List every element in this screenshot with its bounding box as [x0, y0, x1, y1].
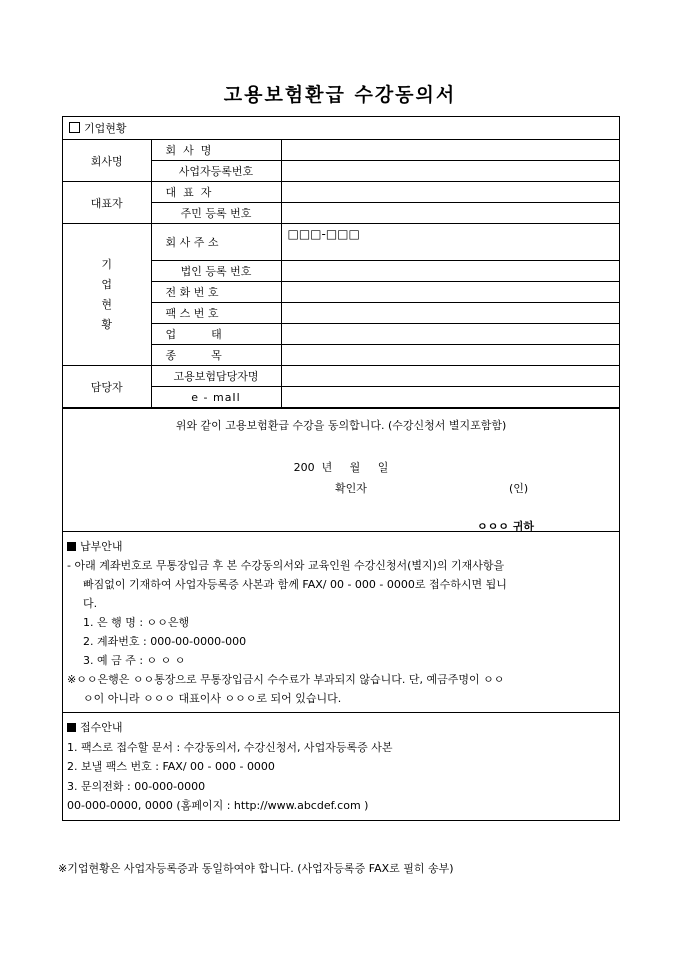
reception-item-1: 1. 팩스로 접수할 문서 : 수강동의서, 수강신청서, 사업자등록증 사본 [67, 740, 393, 754]
company-name-group-label: 회사명 [63, 140, 151, 182]
checkbox-icon [69, 122, 80, 133]
email-label: e - maIl [151, 387, 281, 408]
phone-label: 전 화 번 호 [151, 282, 281, 303]
fax-label: 팩 스 번 호 [151, 303, 281, 324]
company-status-group-label: 기 업 현 황 [63, 224, 151, 366]
payment-note-1: ※ㅇㅇ은행은 ㅇㅇ통장으로 무통장입금시 수수료가 부과되지 않습니다. 단, 예금주명이 ㅇㅇ [67, 673, 505, 686]
business-item-field[interactable] [281, 345, 619, 366]
company-section-label: 기업현황 [84, 122, 127, 135]
contact-group-label: 담당자 [63, 366, 151, 408]
seal-mark: (인) [509, 482, 529, 495]
address-label: 회 사 주 소 [151, 224, 281, 261]
contact-name-label: 고용보험담당자명 [151, 366, 281, 387]
representative-field[interactable] [281, 182, 619, 203]
reception-header-label: 접수안내 [80, 721, 123, 734]
footnote: ※기업현황은 사업자등록증과 동일하여야 합니다. (사업자등록증 FAX로 필히 송부) [58, 862, 454, 875]
account-number: 2. 계좌번호 : 000-00-0000-000 [83, 635, 247, 648]
company-section-header [63, 117, 619, 140]
business-type-field[interactable] [281, 324, 619, 345]
address-field[interactable]: □□□-□□□ [281, 224, 619, 261]
payment-note-2: ㅇ이 아니라 ㅇㅇㅇ 대표이사 ㅇㅇㅇ로 되어 있습니다. [83, 692, 342, 705]
corp-reg-no-label: 법인 등록 번호 [151, 261, 281, 282]
phone-field[interactable] [281, 282, 619, 303]
representative-group-label: 대표자 [63, 182, 151, 224]
payment-line-1: - 아래 계좌번호로 무통장입금 후 본 수강동의서와 교육인원 수강신청서(별지)의 기재사항을 [67, 559, 505, 572]
corp-reg-no-field[interactable] [281, 261, 619, 282]
filled-square-icon [67, 542, 76, 551]
payment-line-2: 빠짐없이 기재하여 사업자등록증 사본과 함께 FAX/ 00 - 000 - 0000로 접수하시면 됩니 [83, 578, 507, 591]
consent-form [62, 116, 620, 821]
payment-header-label: 납부안내 [80, 540, 123, 553]
payment-header [67, 537, 613, 556]
bank-name: 1. 은 행 명 : ㅇㅇ은행 [83, 616, 190, 629]
payment-section [63, 531, 619, 712]
confirmer-label: 확인자 [335, 482, 367, 495]
filled-square-icon [67, 723, 76, 732]
business-reg-no-field[interactable] [281, 161, 619, 182]
page-title: 고용보험환급 수강동의서 [223, 84, 457, 106]
company-table [63, 117, 619, 408]
resident-reg-no-field[interactable] [281, 203, 619, 224]
business-item-label: 종 목 [151, 345, 281, 366]
company-name-label: 회 사 명 [151, 140, 281, 161]
email-field[interactable] [281, 387, 619, 408]
company-name-field[interactable] [281, 140, 619, 161]
fax-field[interactable] [281, 303, 619, 324]
reception-item-3: 3. 문의전화 : 00-000-0000 [67, 779, 206, 793]
consent-statement: 위와 같이 고용보험환급 수강을 동의합니다. (수강신청서 별지포함함) [175, 419, 507, 432]
business-reg-no-label: 사업자등록번호 [151, 161, 281, 182]
account-holder: 3. 예 금 주 : ㅇ ㅇ ㅇ [83, 654, 186, 667]
contact-name-field[interactable] [281, 366, 619, 387]
reception-header [67, 718, 613, 738]
business-type-label: 업 태 [151, 324, 281, 345]
reception-item-2: 2. 보낼 팩스 번호 : FAX/ 00 - 000 - 0000 [67, 760, 275, 773]
consent-section [63, 408, 619, 531]
reception-section [63, 712, 619, 820]
consent-date[interactable]: 200 년 월 일 [293, 461, 389, 474]
payment-line-3: 다. [83, 597, 98, 610]
representative-label: 대 표 자 [151, 182, 281, 203]
resident-reg-no-label: 주민 등록 번호 [151, 203, 281, 224]
addressee: ㅇㅇㅇ 귀하 [477, 520, 534, 533]
reception-item-4[interactable]: 00-000-0000, 0000 (홈페이지 : http://www.abcdef.com ) [67, 799, 369, 812]
